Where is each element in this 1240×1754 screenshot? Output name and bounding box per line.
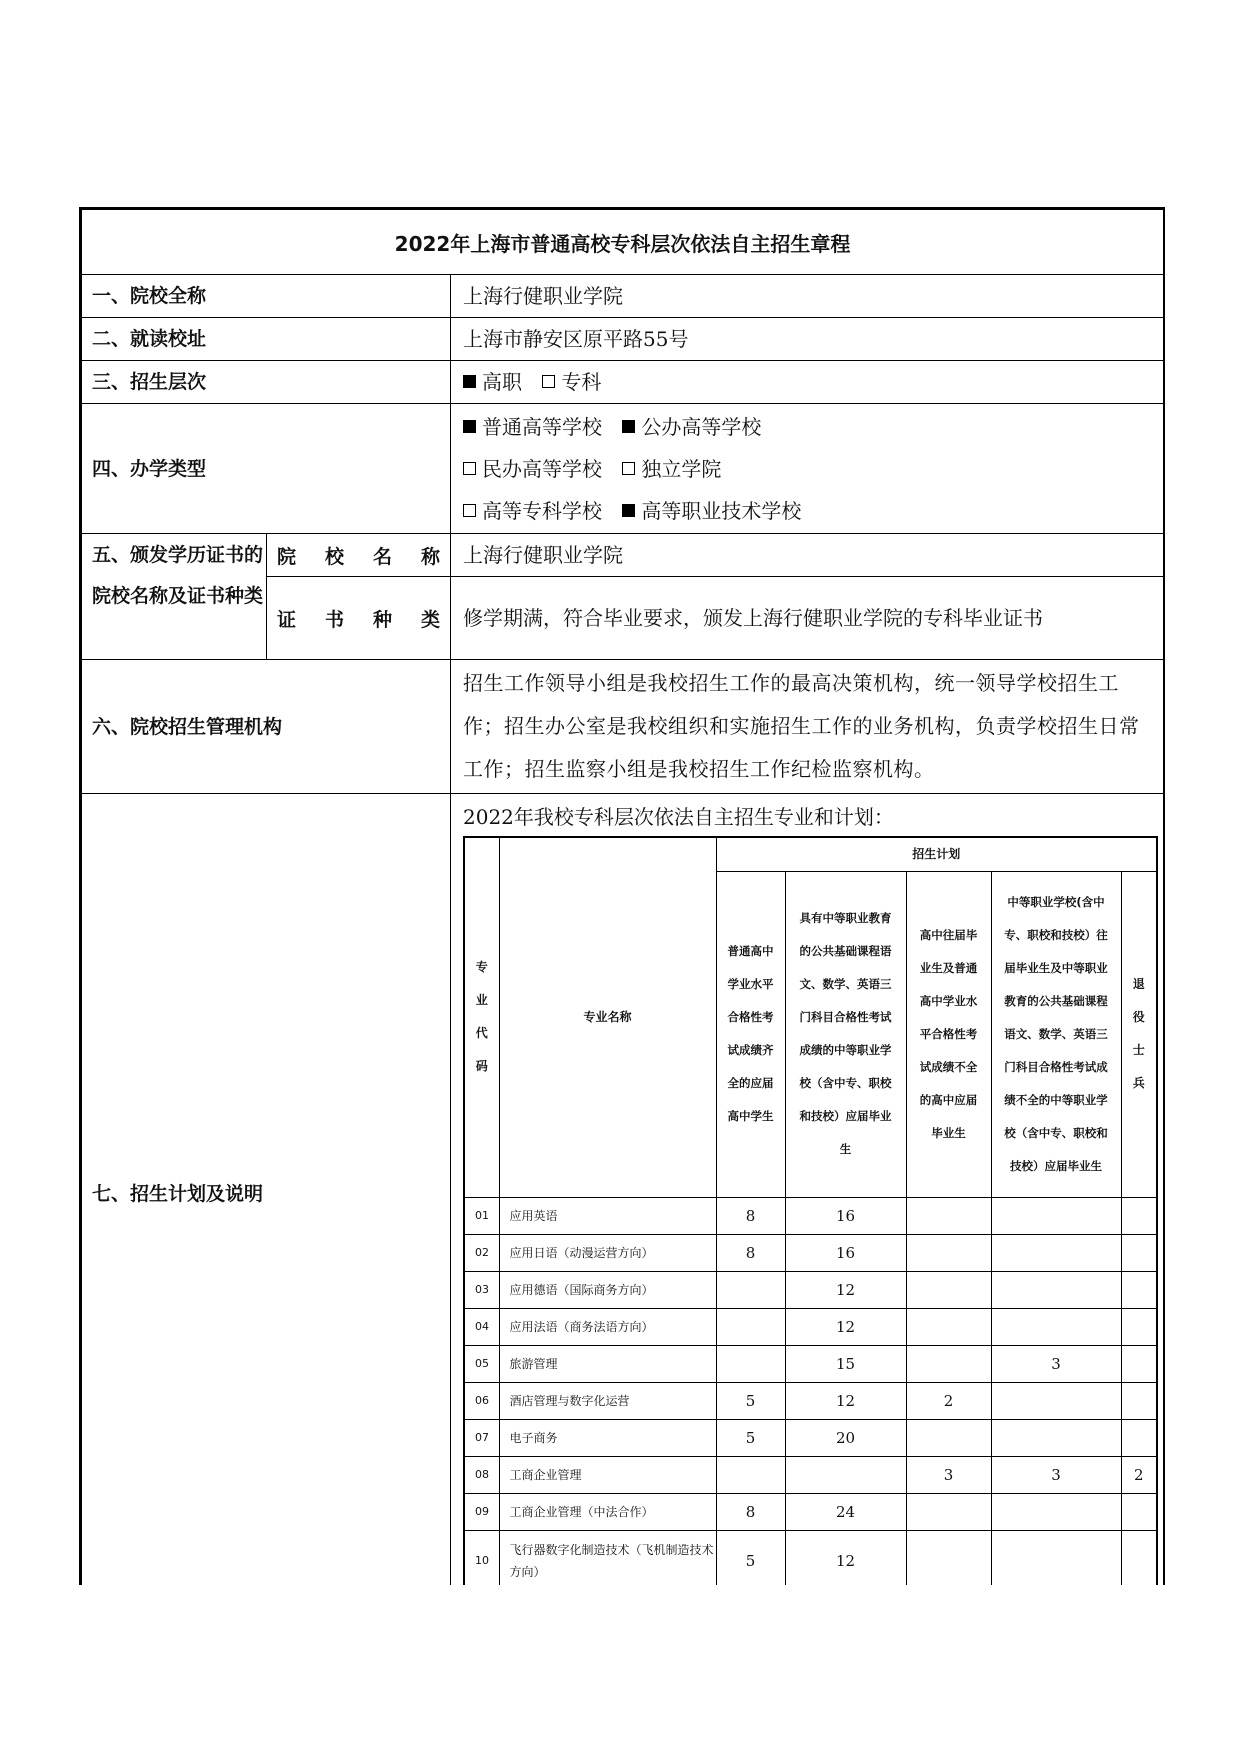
- certificate-name-label: 院 校 名 称: [267, 534, 451, 577]
- table-row: [464, 1382, 1157, 1419]
- row-c3: [906, 1197, 991, 1234]
- row-c1: [716, 1456, 785, 1493]
- header-col-4: 中等职业学校(含中专、职校和技校）往届毕业生及中等职业教育的公共基础课程语文、数学、英语三门科目合格性考试成绩不全的中等职业学校（含中专、职校和技校）应届毕业生: [991, 871, 1121, 1197]
- row-major: 工商企业管理（中法合作）: [499, 1493, 716, 1530]
- row-code: 10: [464, 1530, 499, 1585]
- row-c1: [716, 1271, 785, 1308]
- row-c1: [716, 1308, 785, 1345]
- row-code: 01: [464, 1197, 499, 1234]
- type-option-putong[interactable]: 普通高等学校: [463, 415, 602, 439]
- row-c2: 24: [785, 1493, 906, 1530]
- row-c2: 12: [785, 1530, 906, 1585]
- document-page: [79, 207, 1165, 1585]
- row-code: 09: [464, 1493, 499, 1530]
- row-major: 应用英语: [499, 1197, 716, 1234]
- row-c1: 8: [716, 1197, 785, 1234]
- row-major: 应用日语（动漫运营方向）: [499, 1234, 716, 1271]
- row-c4: [991, 1493, 1121, 1530]
- row-c2: [785, 1456, 906, 1493]
- row-major: 工商企业管理: [499, 1456, 716, 1493]
- row-c5: [1121, 1308, 1157, 1345]
- row-major: 应用德语（国际商务方向）: [499, 1271, 716, 1308]
- row-c2: 16: [785, 1197, 906, 1234]
- row-major: 电子商务: [499, 1419, 716, 1456]
- checkbox-icon: [542, 375, 555, 388]
- checkbox-icon: [463, 462, 476, 475]
- checkbox-icon: [622, 462, 635, 475]
- level-options: [451, 361, 1164, 404]
- certificate-label: 五、颁发学历证书的院校名称及证书种类: [82, 534, 267, 660]
- row-c3: [906, 1308, 991, 1345]
- row-c5: [1121, 1234, 1157, 1271]
- row-c5: [1121, 1197, 1157, 1234]
- row-c1: 8: [716, 1493, 785, 1530]
- address-label: 二、就读校址: [82, 318, 451, 361]
- row-c3: [906, 1419, 991, 1456]
- row-c5: [1121, 1419, 1157, 1456]
- row-major: 酒店管理与数字化运营: [499, 1382, 716, 1419]
- row-major: 飞行器数字化制造技术（飞机制造技术方向）: [499, 1530, 716, 1585]
- management-label: 六、院校招生管理机构: [82, 660, 451, 794]
- row-c1: [716, 1345, 785, 1382]
- row-c1: 5: [716, 1382, 785, 1419]
- row-c4: [991, 1197, 1121, 1234]
- table-row: [464, 1271, 1157, 1308]
- row-c3: 2: [906, 1382, 991, 1419]
- type-line-1: [463, 406, 1163, 448]
- document-title: 2022年上海市普通高校专科层次依法自主招生章程: [82, 210, 1164, 275]
- header-plan-group: 招生计划: [716, 837, 1157, 871]
- row-c5: [1121, 1345, 1157, 1382]
- row-c4: 3: [991, 1345, 1121, 1382]
- row-c4: [991, 1382, 1121, 1419]
- row-c3: [906, 1493, 991, 1530]
- checkbox-icon: [463, 504, 476, 517]
- row-major: 旅游管理: [499, 1345, 716, 1382]
- row-code: 04: [464, 1308, 499, 1345]
- header-col-5: 退 役 士 兵: [1121, 871, 1157, 1197]
- checkbox-icon: [622, 420, 635, 433]
- header-col-2: 具有中等职业教育的公共基础课程语文、数学、英语三门科目合格性考试成绩的中等职业学校（含中专、职校和技校）应届毕业生: [785, 871, 906, 1197]
- row-c5: 2: [1121, 1456, 1157, 1493]
- level-label: 三、招生层次: [82, 361, 451, 404]
- row-code: 08: [464, 1456, 499, 1493]
- school-name-value: 上海行健职业学院: [451, 275, 1164, 318]
- address-value: 上海市静安区原平路55号: [451, 318, 1164, 361]
- row-c2: 12: [785, 1382, 906, 1419]
- certificate-name-value: 上海行健职业学院: [451, 534, 1164, 577]
- row-c1: 8: [716, 1234, 785, 1271]
- plan-label: 七、招生计划及说明: [82, 794, 451, 1586]
- row-c5: [1121, 1530, 1157, 1585]
- school-name-label: 一、院校全称: [82, 275, 451, 318]
- table-row: [464, 1493, 1157, 1530]
- row-c4: [991, 1419, 1121, 1456]
- row-c3: 3: [906, 1456, 991, 1493]
- table-row: [464, 1197, 1157, 1234]
- row-code: 07: [464, 1419, 499, 1456]
- row-c2: 20: [785, 1419, 906, 1456]
- type-option-zhuanke[interactable]: 高等专科学校: [463, 499, 602, 523]
- certificate-type-value: 修学期满，符合毕业要求，颁发上海行健职业学院的专科毕业证书: [451, 577, 1164, 660]
- row-major: 应用法语（商务法语方向）: [499, 1308, 716, 1345]
- header-code: 专 业 代 码: [464, 837, 499, 1197]
- row-c5: [1121, 1271, 1157, 1308]
- level-option-zhuanke[interactable]: 专科: [542, 370, 601, 394]
- row-c1: 5: [716, 1419, 785, 1456]
- header-col-3: 高中往届毕业生及普通高中学业水平合格性考试成绩不全的高中应届毕业生: [906, 871, 991, 1197]
- row-c2: 12: [785, 1271, 906, 1308]
- row-c4: 3: [991, 1456, 1121, 1493]
- type-label: 四、办学类型: [82, 404, 451, 534]
- row-c4: [991, 1234, 1121, 1271]
- row-c4: [991, 1271, 1121, 1308]
- row-c3: [906, 1530, 991, 1585]
- type-option-zhiye[interactable]: 高等职业技术学校: [622, 499, 801, 523]
- row-c2: 16: [785, 1234, 906, 1271]
- type-option-minban[interactable]: 民办高等学校: [463, 457, 602, 481]
- row-code: 05: [464, 1345, 499, 1382]
- checkbox-icon: [463, 420, 476, 433]
- plan-intro: 2022年我校专科层次依法自主招生专业和计划：: [463, 805, 894, 829]
- table-row: [464, 1234, 1157, 1271]
- type-option-gongban[interactable]: 公办高等学校: [622, 415, 761, 439]
- row-c2: 15: [785, 1345, 906, 1382]
- row-code: 03: [464, 1271, 499, 1308]
- header-col-1: 普通高中学业水平合格性考试成绩齐全的应届高中学生: [716, 871, 785, 1197]
- type-line-2: [463, 448, 1163, 490]
- checkbox-icon: [622, 504, 635, 517]
- row-code: 02: [464, 1234, 499, 1271]
- row-c2: 12: [785, 1308, 906, 1345]
- row-c1: 5: [716, 1530, 785, 1585]
- table-row: [464, 1456, 1157, 1493]
- certificate-type-label: 证 书 种 类: [267, 577, 451, 660]
- management-value: 招生工作领导小组是我校招生工作的最高决策机构，统一领导学校招生工作；招生办公室是我校组织和实施招生工作的业务机构，负责学校招生日常工作；招生监察小组是我校招生工作纪检监察机构。: [451, 660, 1164, 794]
- table-row: [464, 1419, 1157, 1456]
- row-c5: [1121, 1493, 1157, 1530]
- header-major: 专业名称: [499, 837, 716, 1197]
- row-c3: [906, 1345, 991, 1382]
- type-options: [451, 404, 1164, 534]
- row-c4: [991, 1530, 1121, 1585]
- plan-content: [451, 794, 1164, 1586]
- checkbox-icon: [463, 375, 476, 388]
- charter-table: [81, 209, 1164, 1585]
- type-option-duli[interactable]: 独立学院: [622, 457, 721, 481]
- row-c3: [906, 1234, 991, 1271]
- row-c3: [906, 1271, 991, 1308]
- table-row: [464, 1308, 1157, 1345]
- row-c4: [991, 1308, 1121, 1345]
- table-row: [464, 1530, 1157, 1585]
- level-option-gaozhi[interactable]: 高职: [463, 370, 522, 394]
- enrollment-plan-table: [463, 836, 1158, 1585]
- type-line-3: [463, 490, 1163, 532]
- row-c5: [1121, 1382, 1157, 1419]
- table-row: [464, 1345, 1157, 1382]
- row-code: 06: [464, 1382, 499, 1419]
